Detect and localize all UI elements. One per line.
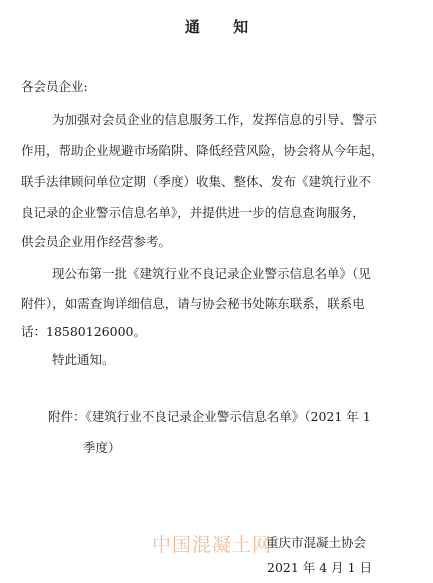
paragraph2-line: 附件），如需查询详细信息，请与协会秘书处陈东联系，联系电 xyxy=(21,296,365,311)
paragraph1-line: 为加强对会员企业的信息服务工作，发挥信息的引导、警示 xyxy=(52,112,378,127)
paragraph1-line: 联手法律顾问单位定期（季度）收集、整体、发布《建筑行业不 xyxy=(21,174,372,189)
closing-line: 特此通知。 xyxy=(52,352,115,367)
paragraph2-line: 现公布第一批《建筑行业不良记录企业警示信息名单》（见 xyxy=(52,266,371,281)
signature-date: 2021 年 4 月 1 日 xyxy=(267,560,373,575)
paragraph2-line: 话：18580126000。 xyxy=(21,324,146,339)
paragraph1-line: 供会员企业用作经营参考。 xyxy=(21,234,172,249)
attachment-line: 附件：《建筑行业不良记录企业警示信息名单》（2021 年 1 xyxy=(48,409,371,424)
watermark: 中国混凝土网 xyxy=(152,534,273,556)
attachment-line: 季度） xyxy=(83,440,121,455)
paragraph1-line: 良记录的企业警示信息名单》，并提供进一步的信息查询服务， xyxy=(21,205,365,220)
document-title: 通 知 xyxy=(184,18,263,36)
signature-org: 重庆市混凝土协会 xyxy=(266,535,367,550)
paragraph1-line: 作用，帮助企业规避市场陷阱、降低经营风险，协会将从今年起， xyxy=(21,143,384,158)
salutation: 各会员企业: xyxy=(21,79,88,94)
